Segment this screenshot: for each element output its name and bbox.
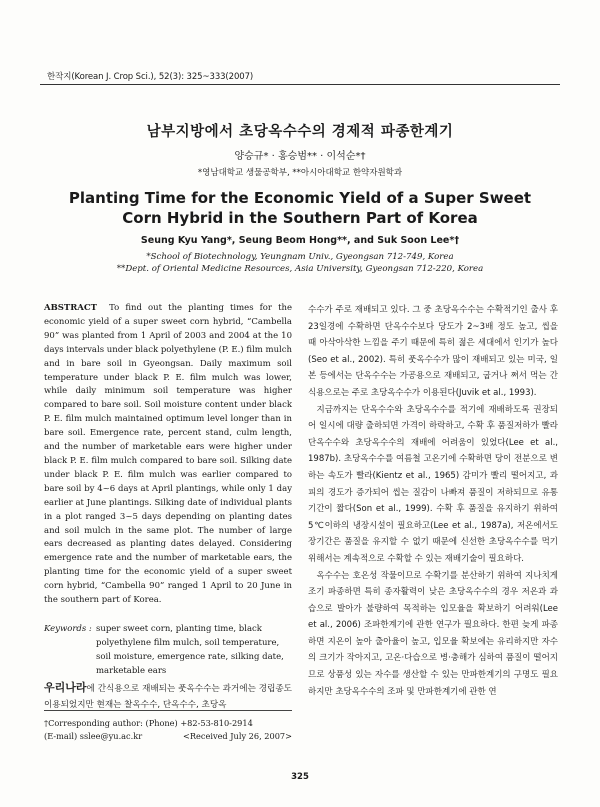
paragraph-3: 옥수수는 호온성 작물이므로 수확기를 분산하기 위하여 지나치게 조기 파종하면 특히 종자활력이 낮은 초당옥수수의 경우 저온과 과습으로 발아가 불량하여 목적하는 입모율을 확보하기 어려워(Lee et al., 2006) 조파한계기에 관한 연구가 필요하다. 한편 늦게 파종하면 지온이 높아 출아율이 높고, 입모율 확보에는 유리하지만 자수의 크기가 작아지고, 고온·다습으로 병·충해가 심하여 품질이 떨어지므로 상품성 있는 자수를 생산할 수 있는 만파한계기의 구명도 필요하지만 초당옥수수의 조파 및 만파한계기에 관한 연 [308, 570, 558, 697]
affiliation-english [60, 251, 540, 275]
author-email: (E-mail) sslee@yu.ac.kr [44, 730, 143, 741]
affiliation-english-2: **Dept. of Oriental Medicine Resources, Asia University, Gyeongsan 712-220, Korea [116, 264, 484, 274]
authors-korean: 양승규* · 홍승범** · 이석순*† [234, 151, 366, 162]
authors-english: Seung Kyu Yang*, Seung Beom Hong**, and Suk Soon Lee*† [140, 235, 460, 246]
intro-lead: 우리나라 [44, 681, 87, 694]
abstract [44, 302, 292, 608]
affiliation-english-1: *School of Biotechnology, Yeungnam Univ., Gyeongsan 712-749, Korea [146, 252, 454, 262]
page-number: 325 [291, 772, 309, 782]
corresponding-author: †Corresponding author: (Phone) +82-53-810-2914 [44, 718, 253, 728]
journal-citation: 한작지(Korean J. Crop Sci.), 52(3): 325~333(2007) [47, 72, 254, 82]
keywords [44, 623, 292, 679]
affiliation-korean: *영남대학교 생물공학부, **아시아대학교 한약자원학과 [197, 168, 403, 178]
right-column [308, 302, 558, 700]
received-date: <Received July 26, 2007> [183, 730, 292, 741]
paragraph-1: 수수가 주로 재배되고 있다. 그 중 초당옥수수는 수확적기인 출사 후 23일경에 수확하면 단옥수수보다 당도가 2~3배 정도 높고, 씹을 때 아삭아삭한 느낌을 주기 때문에 특히 젊은 세대에서 인기가 높다(Seo et al., 2002). 특히 풋옥수수가 많이 재배되고 있는 미국, 일본 등에서는 단옥수수는 가공용으로 재배되고, 굽거나 쪄서 먹는 간식용으로는 주로 초당옥수수가 이용된다(Juvik et al., 1993). [308, 305, 558, 398]
introduction-start [44, 680, 292, 710]
title-korean: 남부지방에서 초당옥수수의 경제적 파종한계기 [146, 124, 454, 140]
keywords-label: Keywords : [44, 624, 92, 634]
footnote [44, 717, 292, 742]
header-rule [40, 84, 560, 85]
keywords-text: super sweet corn, planting time, black polyethylene film mulch, soil temperature, soil moisture, emergence rate, silking date, marketable ears [96, 624, 284, 676]
abstract-label: ABSTRACT [44, 303, 97, 313]
intro-text: 에 간식용으로 재배되는 풋옥수수는 과거에는 경립종도 이용되었지만 현재는 찰옥수수, 단옥수수, 초당옥 [44, 684, 292, 710]
abstract-text: To find out the planting times for the economic yield of a super sweet corn hybrid, “Cambella 90” was planted from 1 April of 2003 and 2004 at the 10 days intervals under black polyethylene (P. E.) film mulch and in bare soil in Gyeongsan. Daily maximum soil temperature under black P. E. film mulch was lower, while daily minimum soil temperature was higher compared to bare soil. Soil moisture content under black P. E. film mulch maintained optimum level longer than in bare soil. Emergence rate, percent stand, culm length, and the number of marketable ears were higher under black P. E. film mulch compared to bare soil. Silking date under black P. E. film mulch was earlier compared to bare soil by 4~6 days at April plantings, while only 1 day earlier at June plantings. Silking date of individual plants in a plot ranged 3~5 days depending on planting dates and soil mulch in the same plot. The number of large ears decreased as planting dates delayed. Considering emergence rate and the number of marketable ears, the planting time for the economic yield of a super sweet corn hybrid, “Cambella 90” ranged 1 April to 20 June in the southern part of Korea. [44, 303, 292, 606]
paragraph-2: 지금까지는 단옥수수와 초당옥수수를 적기에 재배하도록 권장되어 일시에 대량 출하되면 가격이 하락하고, 수확 후 품질저하가 빨라 단옥수수와 초당옥수수의 재배에 어려움이 있었다(Lee et al., 1987b). 초당옥수수를 여름철 고온기에 수확하면 당이 전분으로 변하는 속도가 빨라(Kientz et al., 1965) 감미가 빨리 떨어지고, 과피의 경도가 증가되어 씹는 질감이 나빠져 품질이 저하되므로 유통기간이 짧다(Son et al., 1999). 수확 후 품질을 유지하기 위하여 5℃이하의 냉장시설이 필요하고(Lee et al., 1987a), 저온에서도 장기간은 품질을 유지할 수 없기 때문에 신선한 초당옥수수를 먹기 위해서는 계속적으로 수확할 수 있는 재배기술이 필요하다. [308, 404, 558, 564]
footnote-rule [44, 710, 292, 711]
title-english: Planting Time for the Economic Yield of a Super Sweet Corn Hybrid in the Southern Part of Korea [68, 189, 532, 227]
